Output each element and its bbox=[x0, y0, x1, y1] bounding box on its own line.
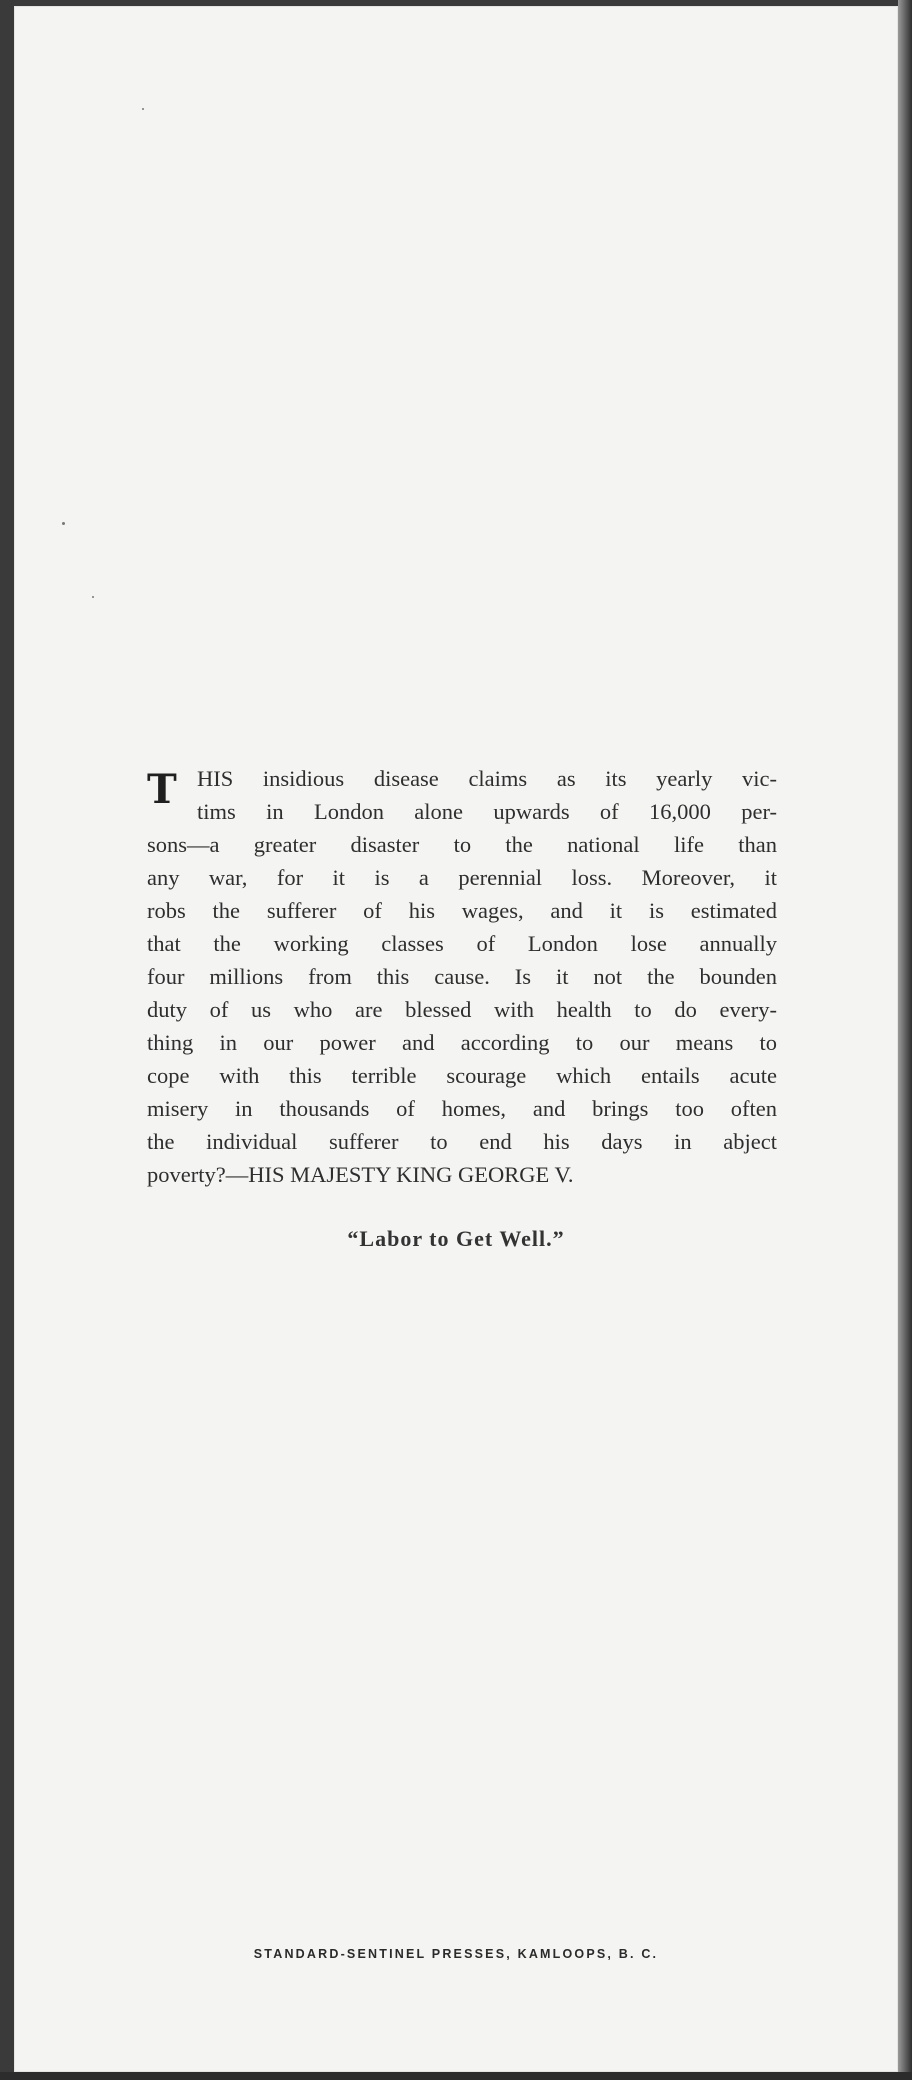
scan-edge-right bbox=[898, 0, 912, 2080]
paper-speck bbox=[142, 108, 144, 110]
quote-line: robs the sufferer of his wages, and it is estimated bbox=[147, 898, 777, 923]
quote-line: thing in our power and according to our means to bbox=[147, 1030, 777, 1055]
quote-line: the individual sufferer to end his days in abject bbox=[147, 1129, 777, 1154]
quote-paragraph bbox=[147, 762, 777, 1191]
drop-cap: T bbox=[147, 766, 176, 813]
quote-attribution-line: poverty?—HIS MAJESTY KING GEORGE V. bbox=[147, 1162, 574, 1187]
motto: “Labor to Get Well.” bbox=[347, 1226, 565, 1251]
quote-line: misery in thousands of homes, and brings too often bbox=[147, 1096, 777, 1121]
paper-speck bbox=[62, 522, 65, 525]
quote-line: sons—a greater disaster to the national life than bbox=[147, 832, 777, 857]
paper-speck bbox=[92, 596, 94, 598]
quote-line: any war, for it is a perennial loss. Moreover, it bbox=[147, 865, 777, 890]
quote-line: four millions from this cause. Is it not the bounden bbox=[147, 964, 777, 989]
quote-line: HIS insidious disease claims as its yearly vic- bbox=[197, 766, 777, 791]
scan-edge-bottom bbox=[0, 2072, 912, 2080]
quote-line: tims in London alone upwards of 16,000 per- bbox=[197, 799, 777, 824]
quote-line: duty of us who are blessed with health to do every- bbox=[147, 997, 777, 1022]
quote-line: that the working classes of London lose annually bbox=[147, 931, 777, 956]
printer-imprint: STANDARD-SENTINEL PRESSES, KAMLOOPS, B. C. bbox=[253, 1947, 659, 1961]
quote-line: cope with this terrible scourage which entails acute bbox=[147, 1063, 777, 1088]
